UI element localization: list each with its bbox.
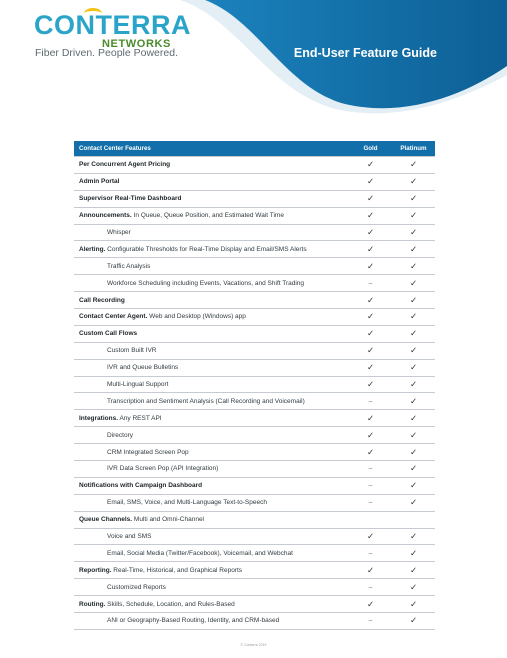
table-row <box>74 342 435 359</box>
feature-cell <box>74 410 349 427</box>
table-row <box>74 579 435 596</box>
feature-name: Contact Center Agent. <box>79 313 148 321</box>
checkmark-icon-gold: ✓ <box>349 342 392 359</box>
feature-cell <box>74 562 349 579</box>
sub-feature-cell <box>74 342 349 359</box>
feature-description: Web and Desktop (Windows) app <box>147 313 246 321</box>
sub-feature-cell <box>74 545 349 562</box>
feature-description: Email, SMS, Voice, and Multi-Language Text-to-Speech <box>107 499 267 507</box>
checkmark-icon-platinum: ✓ <box>392 241 435 258</box>
checkmark-icon-platinum: ✓ <box>392 494 435 511</box>
table-row <box>74 224 435 241</box>
checkmark-icon-platinum: ✓ <box>392 427 435 444</box>
table-header-row <box>74 141 435 157</box>
logo-subtext: NETWORKS <box>102 38 171 50</box>
checkmark-icon-platinum: ✓ <box>392 292 435 309</box>
table-row <box>74 258 435 275</box>
table-row <box>74 427 435 444</box>
table-row <box>74 241 435 258</box>
checkmark-icon-gold: ✓ <box>349 224 392 241</box>
checkmark-icon-gold: ✓ <box>349 292 392 309</box>
availability-gold: – <box>349 275 392 292</box>
page-title: End-User Feature Guide <box>293 46 437 60</box>
table-row <box>74 596 435 613</box>
feature-name: Per Concurrent Agent Pricing <box>79 161 171 169</box>
feature-name: Announcements. <box>79 212 132 220</box>
checkmark-icon-gold: ✓ <box>349 309 392 326</box>
checkmark-icon-gold: ✓ <box>349 359 392 376</box>
checkmark-icon-platinum: ✓ <box>392 275 435 292</box>
table-row <box>74 190 435 207</box>
feature-description: Configurable Thresholds for Real-Time Display and Email/SMS Alerts <box>105 245 307 253</box>
feature-cell <box>74 325 349 342</box>
feature-name: Reporting. <box>79 566 112 574</box>
checkmark-icon-gold: ✓ <box>349 528 392 545</box>
feature-description: CRM Integrated Screen Pop <box>107 448 189 456</box>
feature-cell <box>74 596 349 613</box>
availability-gold: – <box>349 494 392 511</box>
checkmark-icon-platinum: ✓ <box>392 528 435 545</box>
sub-feature-cell <box>74 359 349 376</box>
feature-description: Multi and Omni-Channel <box>132 516 205 524</box>
feature-description: Custom Built IVR <box>107 347 157 355</box>
checkmark-icon-platinum: ✓ <box>392 207 435 224</box>
availability-gold: – <box>349 477 392 494</box>
feature-name: Routing. <box>79 600 106 608</box>
feature-cell <box>74 241 349 258</box>
checkmark-icon-platinum: ✓ <box>392 545 435 562</box>
table-row <box>74 292 435 309</box>
checkmark-icon-platinum: ✓ <box>392 461 435 478</box>
checkmark-icon-platinum: ✓ <box>392 157 435 174</box>
table-row <box>74 494 435 511</box>
feature-name: Queue Channels. <box>79 516 133 524</box>
availability-gold: – <box>349 579 392 596</box>
sub-feature-cell <box>74 461 349 478</box>
feature-description: Multi-Lingual Support <box>107 381 169 389</box>
table-row <box>74 359 435 376</box>
feature-description: In Queue, Queue Position, and Estimated Wait Time <box>131 212 284 220</box>
checkmark-icon-platinum: ✓ <box>392 477 435 494</box>
table-row <box>74 528 435 545</box>
column-header-platinum: Platinum <box>400 145 427 152</box>
checkmark-icon-platinum: ✓ <box>392 410 435 427</box>
feature-name: Custom Call Flows <box>79 330 138 338</box>
checkmark-icon-gold: ✓ <box>349 376 392 393</box>
checkmark-icon-platinum: ✓ <box>392 596 435 613</box>
table-row <box>74 545 435 562</box>
checkmark-icon-gold: ✓ <box>349 207 392 224</box>
checkmark-icon-platinum: ✓ <box>392 309 435 326</box>
checkmark-icon-platinum: ✓ <box>392 173 435 190</box>
checkmark-icon-gold: ✓ <box>349 596 392 613</box>
table-row <box>74 207 435 224</box>
feature-description: Email, Social Media (Twitter/Facebook), Voicemail, and Webchat <box>107 549 293 557</box>
sub-feature-cell <box>74 258 349 275</box>
sub-feature-cell <box>74 528 349 545</box>
checkmark-icon-platinum: ✓ <box>392 258 435 275</box>
feature-description: Customized Reports <box>107 583 166 591</box>
sub-feature-cell <box>74 275 349 292</box>
table-row <box>74 461 435 478</box>
checkmark-icon-gold: ✓ <box>349 427 392 444</box>
checkmark-icon-gold: ✓ <box>349 173 392 190</box>
checkmark-icon-gold: ✓ <box>349 562 392 579</box>
table-row <box>74 376 435 393</box>
table-row <box>74 511 435 528</box>
availability-gold: – <box>349 613 392 630</box>
feature-description: ANI or Geography-Based Routing, Identity, and CRM-based <box>107 617 280 625</box>
table-row <box>74 444 435 461</box>
checkmark-icon-gold: ✓ <box>349 190 392 207</box>
availability-gold <box>349 511 392 528</box>
feature-cell <box>74 292 349 309</box>
availability-gold: – <box>349 393 392 410</box>
checkmark-icon-gold: ✓ <box>349 157 392 174</box>
sub-feature-cell <box>74 427 349 444</box>
feature-description: Whisper <box>107 229 131 236</box>
availability-gold: – <box>349 545 392 562</box>
feature-description: Transcription and Sentiment Analysis (Call Recording and Voicemail) <box>107 397 305 405</box>
table-row <box>74 275 435 292</box>
checkmark-icon-platinum: ✓ <box>392 376 435 393</box>
table-row <box>74 325 435 342</box>
column-header-features: Contact Center Features <box>79 145 151 152</box>
feature-description: Directory <box>107 431 134 439</box>
feature-cell <box>74 173 349 190</box>
sub-feature-cell <box>74 494 349 511</box>
availability-gold: – <box>349 461 392 478</box>
feature-description: Skills, Schedule, Location, and Rules-Based <box>105 600 235 608</box>
column-header-gold: Gold <box>363 145 378 152</box>
feature-description: Voice and SMS <box>107 533 152 541</box>
checkmark-icon-platinum: ✓ <box>392 444 435 461</box>
table-row <box>74 393 435 410</box>
feature-cell <box>74 207 349 224</box>
feature-table <box>74 141 435 630</box>
feature-cell <box>74 157 349 174</box>
checkmark-icon-platinum: ✓ <box>392 359 435 376</box>
table-row <box>74 410 435 427</box>
feature-name: Alerting. <box>79 245 106 253</box>
tagline: Fiber Driven. People Powered. <box>35 47 178 59</box>
table-row <box>74 613 435 630</box>
table-row <box>74 173 435 190</box>
feature-description: Real-Time, Historical, and Graphical Reports <box>111 566 243 574</box>
checkmark-icon-platinum: ✓ <box>392 579 435 596</box>
checkmark-icon-platinum: ✓ <box>392 613 435 630</box>
sub-feature-cell <box>74 579 349 596</box>
feature-cell <box>74 309 349 326</box>
sub-feature-cell <box>74 393 349 410</box>
checkmark-icon-platinum: ✓ <box>392 342 435 359</box>
checkmark-icon-gold: ✓ <box>349 241 392 258</box>
availability-platinum <box>392 511 435 528</box>
feature-name: Call Recording <box>79 296 125 304</box>
sub-feature-cell <box>74 613 349 630</box>
feature-cell <box>74 477 349 494</box>
feature-description: Any REST API <box>118 414 162 422</box>
feature-description: IVR Data Screen Pop (API Integration) <box>107 465 219 473</box>
table-row <box>74 309 435 326</box>
table-row <box>74 477 435 494</box>
conterra-logo <box>34 12 191 49</box>
checkmark-icon-gold: ✓ <box>349 325 392 342</box>
feature-name: Notifications with Campaign Dashboard <box>79 482 203 490</box>
checkmark-icon-platinum: ✓ <box>392 190 435 207</box>
feature-name: Admin Portal <box>79 178 120 186</box>
checkmark-icon-gold: ✓ <box>349 410 392 427</box>
sub-feature-cell <box>74 444 349 461</box>
checkmark-icon-gold: ✓ <box>349 444 392 461</box>
feature-name: Supervisor Real-Time Dashboard <box>79 195 182 203</box>
sub-feature-cell <box>74 224 349 241</box>
table-row <box>74 157 435 174</box>
checkmark-icon-platinum: ✓ <box>392 224 435 241</box>
feature-name: Integrations. <box>79 414 119 422</box>
feature-cell <box>74 511 349 528</box>
checkmark-icon-platinum: ✓ <box>392 393 435 410</box>
table-row <box>74 562 435 579</box>
feature-cell <box>74 190 349 207</box>
logo-wordmark: CONTERRA <box>34 10 191 40</box>
footer-copyright: © Conterra 2019 <box>240 643 267 647</box>
checkmark-icon-platinum: ✓ <box>392 325 435 342</box>
checkmark-icon-platinum: ✓ <box>392 562 435 579</box>
checkmark-icon-gold: ✓ <box>349 258 392 275</box>
feature-description: Traffic Analysis <box>107 262 151 270</box>
feature-description: IVR and Queue Bulletins <box>107 364 179 372</box>
feature-description: Workforce Scheduling including Events, Vacations, and Shift Trading <box>107 279 305 287</box>
page-header <box>0 0 507 125</box>
sub-feature-cell <box>74 376 349 393</box>
